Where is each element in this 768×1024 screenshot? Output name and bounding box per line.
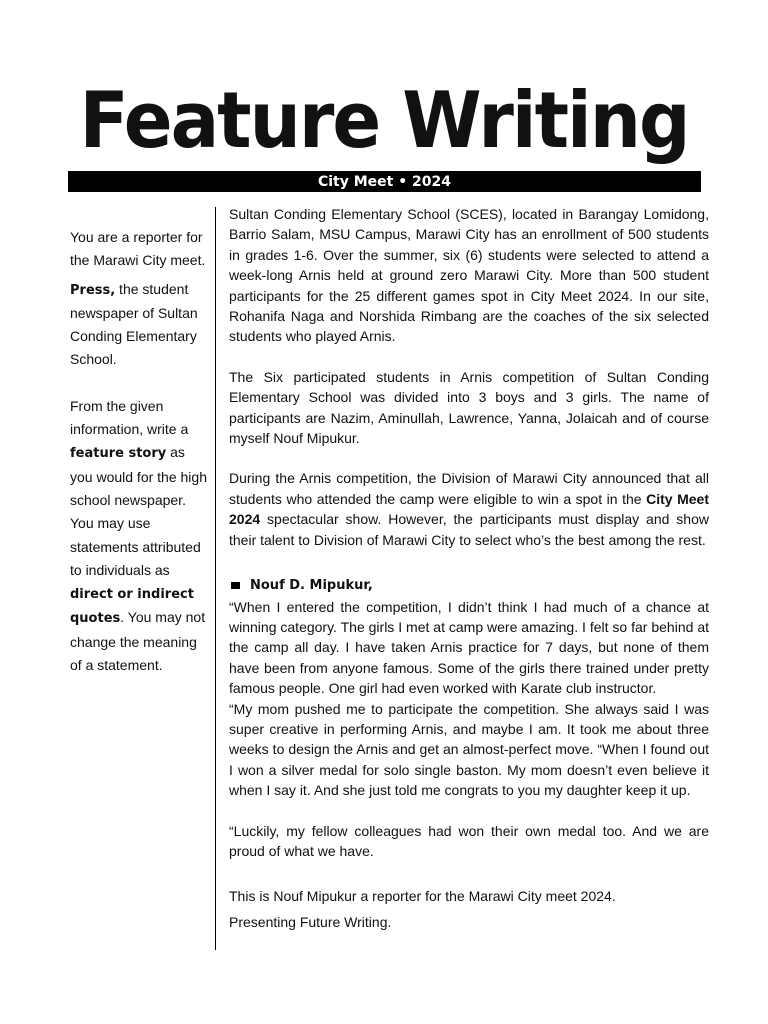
press-bold: Press, [70, 282, 116, 298]
article-body [229, 204, 709, 932]
column-divider [215, 207, 216, 950]
article-paragraph-2: The Six participated students in Arnis competition of Sultan Conding Elementary School was divided into 3 boys and 3 girls. The name of participants are Nazim, Aminullah, Lawrence, Yanna, Jolaicah and of course myself Nouf Mipukur. [229, 368, 709, 447]
article-paragraph-1: Sultan Conding Elementary School (SCES), located in Barangay Lomidong, Barrio Salam, MSU Campus, Marawi City has an enrollment of 500 students in grades 1-6. Over the summer, six (6) students were selected to attend a week-long Arnis held at ground zero Marawi City. More than 500 student participants for the 25 different games spot in City Meet 2024. In our site, Rohanifa Naga and Norshida Rimbang are the coaches of the six selected students who played Arnis. [229, 206, 709, 345]
city-meet-bold: City Meet 2024 [229, 490, 709, 528]
quote-paragraph-3: “Luckily, my fellow colleagues had won their own medal too. And we are proud of what we have. [229, 822, 709, 859]
section-banner [68, 171, 701, 192]
quote-name: Nouf D. Mipukur, [250, 578, 373, 594]
p3-text-b: spectacular show. However, the participants must display and show their talent to Division of Marawi City to select who’s the best among the rest. [229, 511, 709, 548]
feature-story-bold: feature story [70, 446, 167, 462]
quote-heading [229, 576, 709, 596]
closing-line-1: This is Nouf Mipukur a reporter for the Marawi City meet 2024. [229, 888, 616, 905]
quote-paragraph-2: “My mom pushed me to participate the competition. She always said I was super creative in performing Arnis, and maybe I am. It took me about three weeks to design the Arnis and get an almost-perfect move. “When I found out I won a silver medal for solo single baston. My mom doesn’t even believe it when I say it. And she just told me congrats to you my daughter keep it up. [229, 700, 709, 799]
quotes-bold: direct or indirect quotes [70, 587, 194, 627]
instructions-sidebar [70, 226, 210, 677]
sidebar-press [70, 278, 210, 372]
task-text-a: From the given information, write a [70, 397, 189, 438]
closing-line-2: Presenting Future Writing. [229, 913, 392, 930]
task-text-c: . You may not change the meaning of a statement. [70, 609, 206, 674]
quote-paragraph-1: “When I entered the competition, I didn’t think I had much of a chance at winning category. The girls I met at camp were amazing. I felt so far behind at the camp all day. I have taken Arnis practice for 7 days, but none of them have been from anyone famous. Some of the girls there trained under pretty famous people. One girl had even worked with Karate club instructor. [229, 598, 709, 697]
sidebar-task [70, 395, 210, 678]
sidebar-intro: You are a reporter for the Marawi City meet. [70, 229, 206, 269]
p3-text-a: During the Arnis competition, the Division of Marawi City announced that all students who attended the camp were eligible to win a spot in the [229, 470, 709, 507]
banner-text: City Meet • 2024 [317, 173, 452, 190]
article-paragraph-3 [229, 468, 709, 550]
task-text-b: as you would for the high school newspaper. You may use statements attributed to individuals as [70, 444, 207, 578]
press-text: the student newspaper of Sultan Conding Elementary School. [70, 280, 198, 368]
square-bullet-icon [231, 582, 240, 589]
page-title: Feature Writing [79, 74, 689, 166]
